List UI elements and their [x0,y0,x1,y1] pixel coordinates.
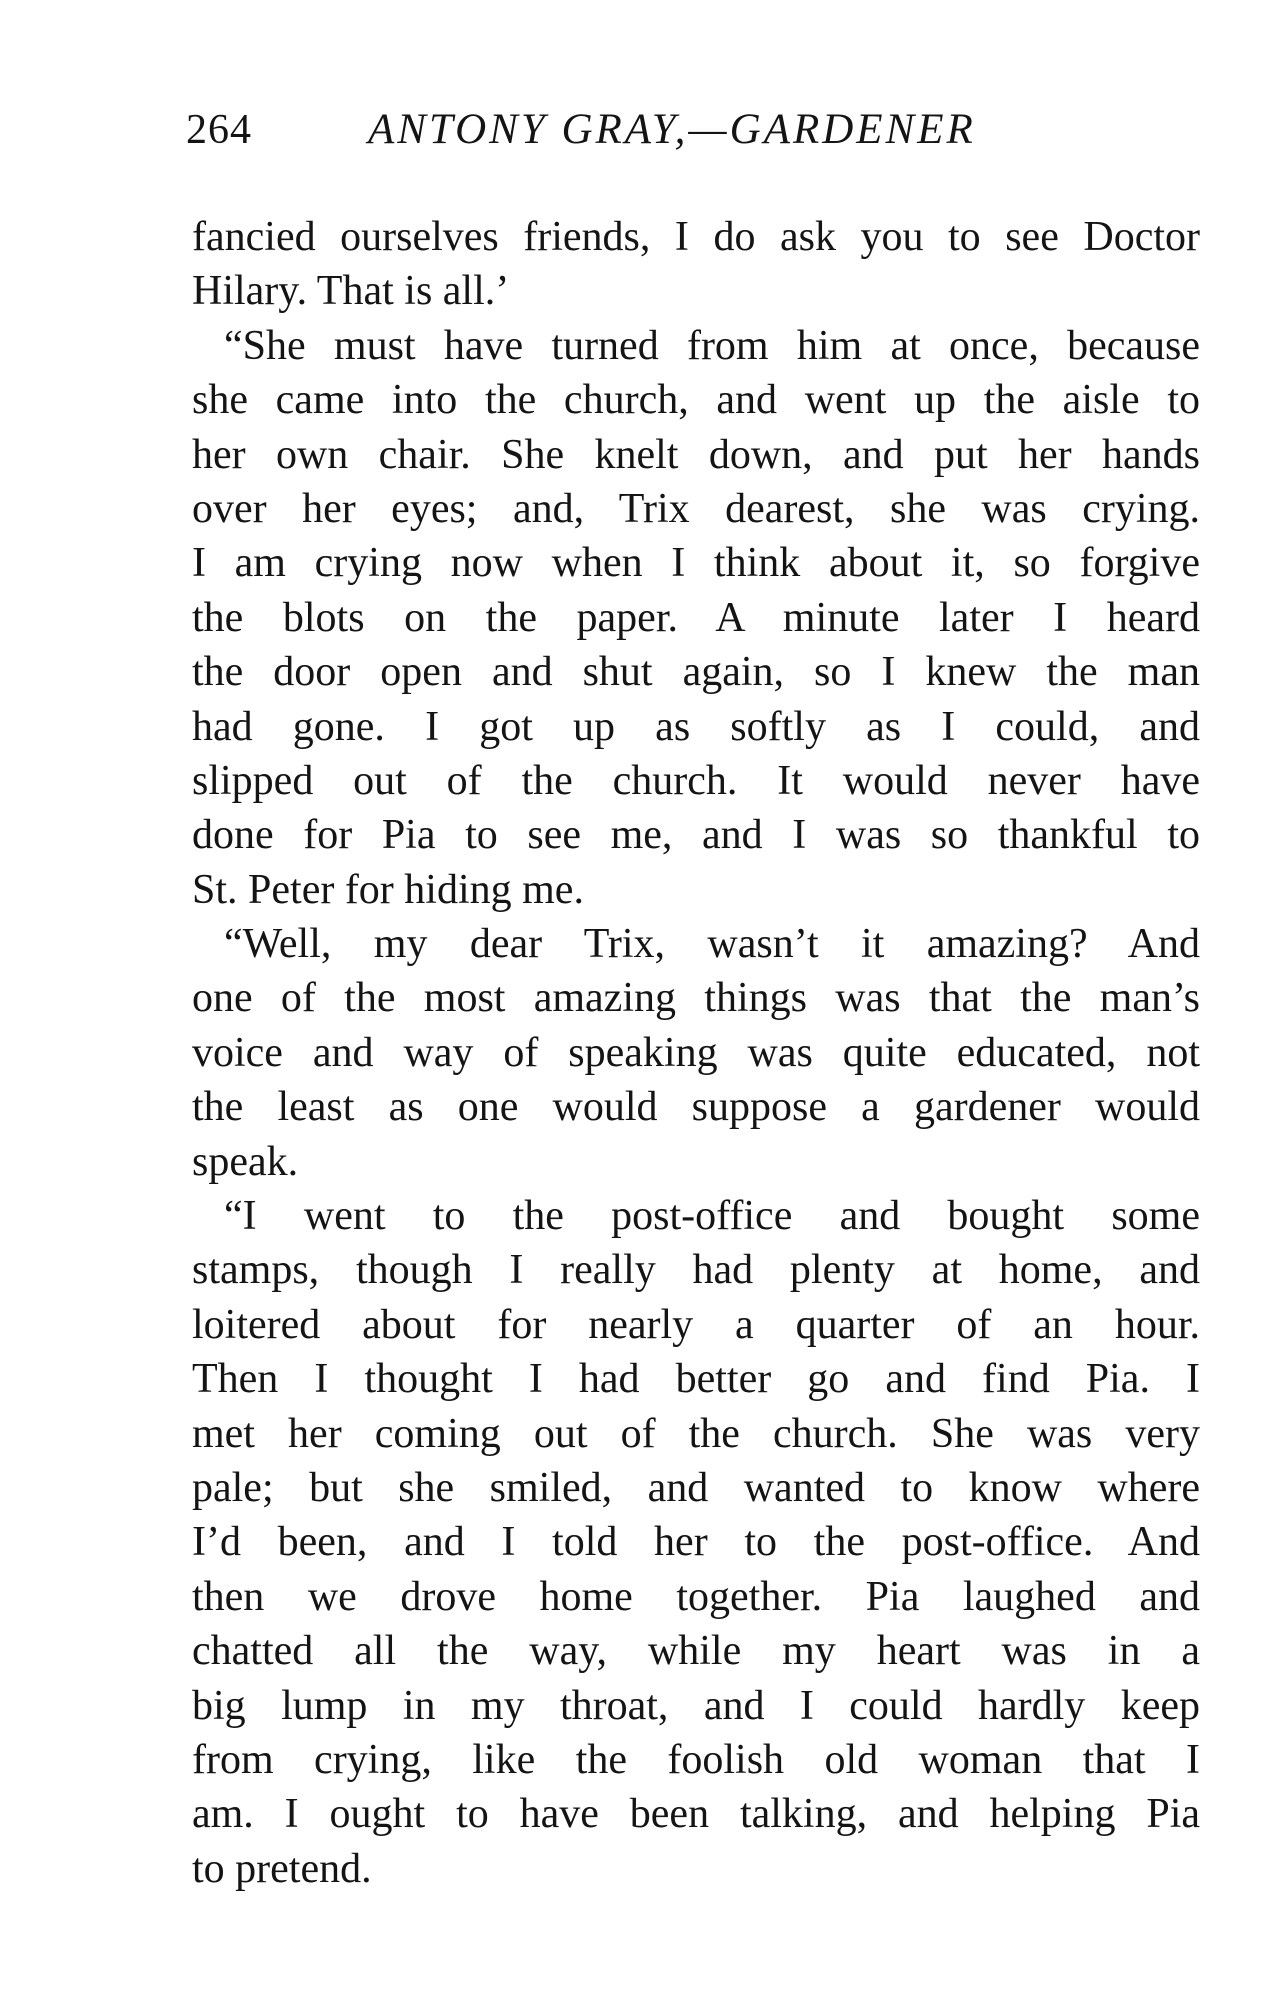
text-line: she came into the church, and went up the aisle to [192,377,1200,424]
text-line: the least as one would suppose a gardener would [192,1084,1200,1131]
text-line: I am crying now when I think about it, so forgive [192,540,1200,587]
text-line: had gone. I got up as softly as I could, and [192,703,1200,750]
page-number: 264 [186,107,252,153]
text-line: I’d been, and I told her to the post-office. And [192,1519,1200,1566]
text-line: fancied ourselves friends, I do ask you to see Doctor [192,214,1200,260]
text-line: speak. [192,1138,299,1185]
text-line: stamps, though I really had plenty at home, and [192,1247,1200,1294]
text-line: over her eyes; and, Trix dearest, she was crying. [192,485,1200,532]
text-line: pale; but she smiled, and wanted to know where [192,1464,1200,1511]
text-line: her own chair. She knelt down, and put her hands [192,431,1200,478]
text-line: “I went to the post-office and bought some [224,1193,1200,1240]
text-line: slipped out of the church. It would never have [192,757,1200,804]
text-line: big lump in my throat, and I could hardly keep [192,1682,1200,1729]
text-line: Then I thought I had better go and find Pia. I [192,1356,1200,1403]
running-head [186,100,1206,160]
running-title: ANTONY GRAY,—GARDENER [368,106,976,153]
text-line: the door open and shut again, so I knew the man [192,649,1200,696]
body-text [192,210,1200,1896]
text-line: chatted all the way, while my heart was in a [192,1628,1200,1675]
text-line: then we drove home together. Pia laughed and [192,1573,1200,1620]
text-line: “She must have turned from him at once, because [224,322,1200,369]
text-line: loitered about for nearly a quarter of an hour. [192,1301,1200,1348]
text-line: done for Pia to see me, and I was so thankful to [192,812,1200,859]
text-line: Hilary. That is all.’ [192,268,510,315]
text-line: voice and way of speaking was quite educated, not [192,1029,1200,1076]
text-line: St. Peter for hiding me. [192,866,584,913]
text-line: to pretend. [192,1845,372,1892]
text-line: from crying, like the foolish old woman that I [192,1736,1200,1783]
text-line: “Well, my dear Trix, wasn’t it amazing? And [224,921,1200,968]
text-line: the blots on the paper. A minute later I heard [192,594,1200,641]
text-line: am. I ought to have been talking, and helping Pia [192,1791,1200,1838]
text-line: one of the most amazing things was that the man’s [192,975,1200,1022]
text-line: met her coming out of the church. She was very [192,1410,1200,1457]
